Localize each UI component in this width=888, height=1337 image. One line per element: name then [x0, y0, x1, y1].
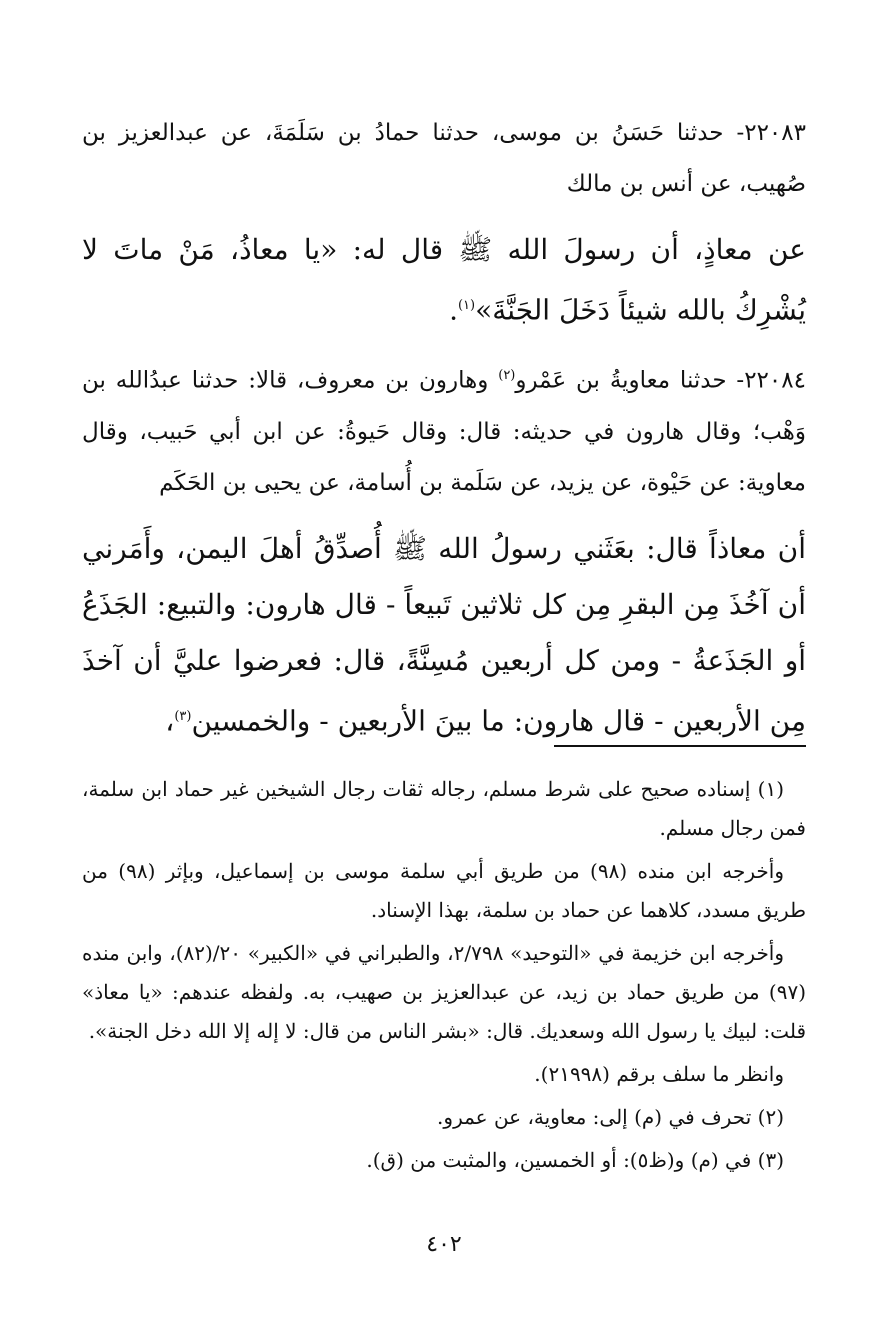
footnote-ref-3: (٣) — [174, 708, 192, 724]
footnote-divider — [554, 745, 806, 747]
hadith-2084-matn-text: أن معاذاً قال: بعَثَني رسولُ الله ﷺ أُصدِّقُ أهلَ اليمن، وأَمَرني أن آخُذَ مِن البقرِ مِن كل ثلاثين تَبيعاً - قال هارون: والتبيع: الجَذَعُ أو الجَذَعةُ - ومن كل أربعين مُسِنَّةً، قال: فعرضوا عليَّ أن آخذَ مِن الأربعين - قال هارون: ما بينَ الأربعين - والخمسين — [82, 531, 806, 738]
hadith-2084-isnad-part2: وهارون بن معروف، قالا: حدثنا عبدُالله بن وَهْب؛ وقال هارون في حديثه: قال: وقال حَيوةُ: عن ابن أبي حَبيب، وقال معاوية: عن حَيْوة، عن يزيد، عن سَلَمة بن أُسامة، عن يحيى بن الحَكَم — [82, 367, 806, 496]
hadith-2084-matn — [82, 521, 806, 749]
footnote-ref-1: (١) — [457, 298, 476, 313]
footnote-2: (٢) تحرف في (م) إلى: معاوية، عن عمرو. — [437, 1105, 784, 1129]
footnote-1-continued-b: وأخرجه ابن خزيمة في «التوحيد» ٢/٧٩٨، والطبراني في «الكبير» ٢٠/(٨٢)، وابن منده (٩٧) من طريق حماد بن زيد، عن عبدالعزيز بن صهيب، به. ولفظه عندهم: «يا معاذ» قلت: لبيك يا رسول الله وسعديك. قال: «بشر الناس من قال: لا إله إلا الله دخل الجنة». — [82, 941, 806, 1043]
hadith-2083-matn-end: . — [449, 293, 458, 327]
footnotes — [82, 770, 806, 1184]
hadith-2084-isnad-part1: ٢٢٠٨٤- حدثنا معاويةُ بن عَمْرو — [515, 367, 806, 394]
footnote-ref-2: (٢) — [498, 368, 516, 384]
page-number: ٤٠٢ — [426, 1232, 462, 1257]
footnote-1-continued-a: وأخرجه ابن منده (٩٨) من طريق أبي سلمة موسى بن إسماعيل، وبإثر (٩٨) من طريق مسدد، كلاهما عن حماد بن سلمة، بهذا الإسناد. — [82, 859, 806, 922]
hadith-2084-isnad — [82, 350, 806, 509]
hadith-2083-matn-text: عن معاذٍ، أن رسولَ الله ﷺ قال له: «يا معاذُ، مَنْ ماتَ لا يُشْرِكُ بالله شيئاً دَخَلَ الجَنَّةَ» — [82, 233, 806, 327]
hadith-2083-isnad: ٢٢٠٨٣- حدثنا حَسَنُ بن موسى، حدثنا حمادُ بن سَلَمَةَ، عن عبدالعزيز بن صُهيب، عن أنس بن مالك — [82, 120, 806, 197]
footnote-3: (٣) في (م) و(ظ٥): أو الخمسين، والمثبت من (ق). — [366, 1148, 784, 1172]
footnote-1-continued-c: وانظر ما سلف برقم (٢١٩٩٨). — [534, 1062, 784, 1086]
hadith-2084-matn-end: ، — [165, 704, 175, 738]
main-text — [82, 108, 806, 761]
hadith-2083-matn — [82, 222, 806, 338]
footnote-1: (١) إسناده صحيح على شرط مسلم، رجاله ثقات رجال الشيخين غير حماد ابن سلمة، فمن رجال مسلم. — [82, 777, 806, 840]
